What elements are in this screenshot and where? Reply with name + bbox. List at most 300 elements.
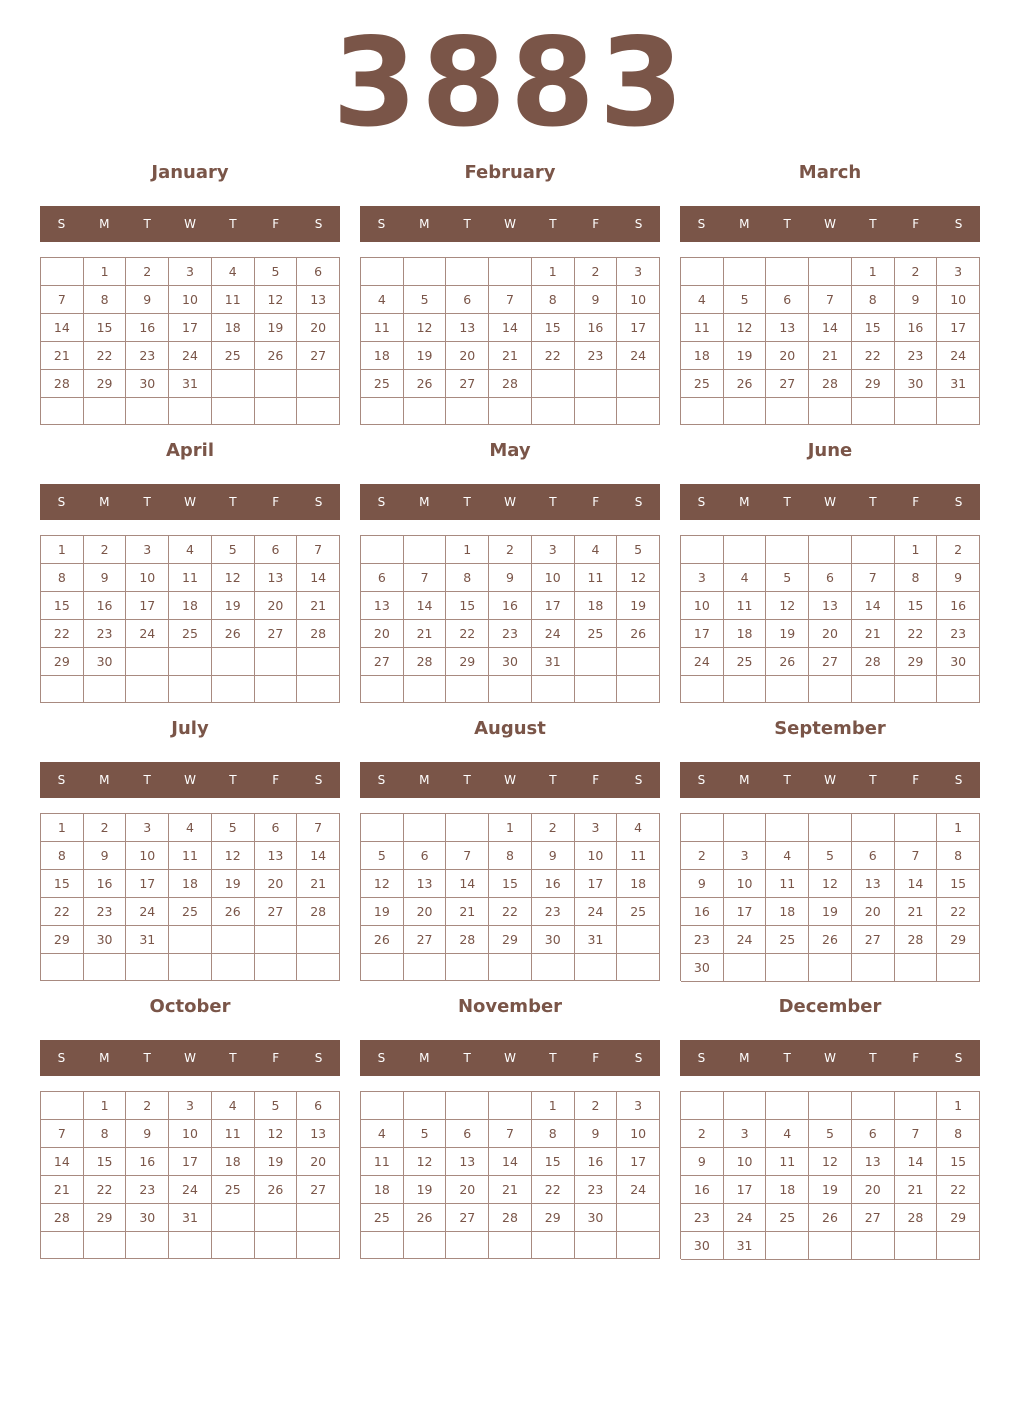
empty-cell [126, 648, 169, 676]
day-cell: 22 [41, 620, 84, 648]
day-cell: 12 [212, 842, 255, 870]
day-cell: 11 [724, 592, 767, 620]
day-cell: 12 [617, 564, 660, 592]
day-cell: 28 [404, 648, 447, 676]
empty-cell [212, 1204, 255, 1232]
day-cell: 18 [617, 870, 660, 898]
day-cell: 8 [41, 842, 84, 870]
day-cell: 7 [489, 1120, 532, 1148]
day-cell: 13 [255, 842, 298, 870]
empty-cell [169, 398, 212, 425]
day-cell: 22 [532, 1176, 575, 1204]
empty-cell [212, 926, 255, 954]
empty-cell [255, 398, 298, 425]
weekday-label: W [824, 495, 836, 509]
empty-cell [404, 536, 447, 564]
weekday-label: S [314, 1051, 323, 1065]
day-cell: 7 [895, 842, 938, 870]
day-cell: 16 [681, 898, 724, 926]
day-cell: 6 [852, 1120, 895, 1148]
day-cell: 25 [169, 898, 212, 926]
weekday-label: M [739, 217, 750, 231]
day-cell: 26 [724, 370, 767, 398]
day-cell: 8 [532, 1120, 575, 1148]
weekday-label: S [697, 495, 706, 509]
day-cell: 19 [809, 898, 852, 926]
day-cell: 2 [532, 814, 575, 842]
day-cell: 5 [361, 842, 404, 870]
day-cell: 10 [617, 286, 660, 314]
day-cell: 2 [937, 536, 980, 564]
day-cell: 26 [617, 620, 660, 648]
empty-cell [681, 1092, 724, 1120]
weekday-label: F [272, 1051, 280, 1065]
day-cell: 27 [297, 342, 340, 370]
day-cell: 4 [169, 536, 212, 564]
empty-cell [41, 954, 84, 981]
day-cell: 12 [212, 564, 255, 592]
day-cell: 1 [446, 536, 489, 564]
day-cell: 15 [532, 1148, 575, 1176]
day-cell: 20 [446, 1176, 489, 1204]
weekday-label: M [739, 773, 750, 787]
day-cell: 17 [617, 314, 660, 342]
month-title: December [778, 996, 882, 1017]
day-cell: 22 [937, 1176, 980, 1204]
day-cell: 20 [446, 342, 489, 370]
empty-cell [617, 1232, 660, 1259]
day-cell: 19 [809, 1176, 852, 1204]
weekday-label: T [783, 773, 791, 787]
empty-cell [617, 370, 660, 398]
empty-cell [41, 676, 84, 703]
day-cell: 8 [937, 1120, 980, 1148]
day-cell: 5 [255, 258, 298, 286]
day-cell: 5 [212, 536, 255, 564]
day-cell: 8 [446, 564, 489, 592]
day-cell: 11 [681, 314, 724, 342]
day-cell: 21 [404, 620, 447, 648]
day-cell: 1 [84, 1092, 127, 1120]
day-cell: 21 [489, 1176, 532, 1204]
weekday-label: T [463, 773, 471, 787]
day-cell: 24 [126, 898, 169, 926]
empty-cell [766, 676, 809, 703]
empty-cell [297, 398, 340, 425]
day-cell: 20 [361, 620, 404, 648]
month-title: September [774, 718, 886, 739]
day-cell: 12 [255, 286, 298, 314]
weekday-label: T [143, 217, 151, 231]
day-cell: 1 [852, 258, 895, 286]
day-cell: 15 [937, 870, 980, 898]
day-cell: 4 [724, 564, 767, 592]
day-cell: 26 [766, 648, 809, 676]
day-cell: 18 [169, 592, 212, 620]
empty-cell [681, 536, 724, 564]
day-cell: 13 [852, 870, 895, 898]
empty-cell [212, 648, 255, 676]
day-cell: 27 [446, 370, 489, 398]
weekday-header [680, 484, 980, 520]
day-cell: 24 [532, 620, 575, 648]
day-cell: 24 [681, 648, 724, 676]
day-cell: 23 [84, 898, 127, 926]
day-cell: 11 [169, 842, 212, 870]
empty-cell [212, 954, 255, 981]
weekday-label: M [419, 495, 430, 509]
day-cell: 9 [84, 842, 127, 870]
day-cell: 16 [489, 592, 532, 620]
empty-cell [255, 676, 298, 703]
day-cell: 6 [404, 842, 447, 870]
day-cell: 8 [41, 564, 84, 592]
day-cell: 22 [84, 342, 127, 370]
day-cell: 23 [126, 1176, 169, 1204]
empty-cell [617, 926, 660, 954]
day-cell: 30 [84, 648, 127, 676]
day-grid [40, 257, 340, 425]
weekday-label: S [314, 773, 323, 787]
empty-cell [575, 676, 618, 703]
day-cell: 9 [126, 1120, 169, 1148]
empty-cell [617, 954, 660, 981]
empty-cell [404, 1232, 447, 1259]
day-cell: 17 [126, 592, 169, 620]
day-cell: 22 [895, 620, 938, 648]
day-cell: 11 [766, 870, 809, 898]
empty-cell [532, 398, 575, 425]
empty-cell [446, 954, 489, 981]
weekday-label: F [912, 217, 920, 231]
day-cell: 2 [126, 258, 169, 286]
empty-cell [895, 676, 938, 703]
day-cell: 24 [126, 620, 169, 648]
day-cell: 17 [575, 870, 618, 898]
weekday-label: W [504, 495, 516, 509]
day-cell: 3 [617, 258, 660, 286]
day-cell: 21 [852, 620, 895, 648]
day-cell: 6 [297, 258, 340, 286]
month-title: February [464, 162, 556, 183]
empty-cell [297, 648, 340, 676]
empty-cell [852, 398, 895, 425]
day-cell: 22 [937, 898, 980, 926]
day-grid [680, 813, 980, 981]
weekday-label: T [783, 495, 791, 509]
day-cell: 26 [255, 1176, 298, 1204]
empty-cell [724, 1092, 767, 1120]
day-cell: 15 [895, 592, 938, 620]
empty-cell [724, 954, 767, 982]
day-cell: 8 [532, 286, 575, 314]
weekday-label: S [634, 1051, 643, 1065]
weekday-label: F [592, 773, 600, 787]
day-cell: 15 [84, 1148, 127, 1176]
day-cell: 17 [126, 870, 169, 898]
day-cell: 7 [404, 564, 447, 592]
day-cell: 28 [41, 370, 84, 398]
day-cell: 25 [212, 342, 255, 370]
empty-cell [404, 398, 447, 425]
weekday-label: T [143, 1051, 151, 1065]
empty-cell [575, 398, 618, 425]
empty-cell [852, 536, 895, 564]
day-cell: 12 [809, 870, 852, 898]
empty-cell [575, 370, 618, 398]
day-cell: 10 [681, 592, 724, 620]
empty-cell [84, 398, 127, 425]
day-cell: 23 [532, 898, 575, 926]
day-cell: 22 [532, 342, 575, 370]
weekday-header [360, 484, 660, 520]
empty-cell [532, 370, 575, 398]
empty-cell [169, 1232, 212, 1259]
day-cell: 13 [446, 1148, 489, 1176]
weekday-label: T [869, 217, 877, 231]
weekday-label: M [739, 495, 750, 509]
day-cell: 13 [766, 314, 809, 342]
day-cell: 13 [255, 564, 298, 592]
day-grid [40, 535, 340, 703]
day-cell: 18 [361, 1176, 404, 1204]
weekday-label: F [912, 773, 920, 787]
empty-cell [446, 258, 489, 286]
weekday-label: S [634, 217, 643, 231]
day-cell: 3 [724, 842, 767, 870]
weekday-label: W [824, 217, 836, 231]
day-cell: 2 [489, 536, 532, 564]
day-cell: 26 [809, 1204, 852, 1232]
day-cell: 6 [361, 564, 404, 592]
empty-cell [404, 814, 447, 842]
day-cell: 25 [617, 898, 660, 926]
empty-cell [766, 1232, 809, 1260]
day-cell: 13 [361, 592, 404, 620]
day-cell: 14 [41, 1148, 84, 1176]
empty-cell [489, 1092, 532, 1120]
day-cell: 20 [852, 1176, 895, 1204]
day-cell: 25 [575, 620, 618, 648]
day-cell: 20 [809, 620, 852, 648]
day-cell: 14 [404, 592, 447, 620]
day-cell: 3 [126, 536, 169, 564]
empty-cell [41, 258, 84, 286]
empty-cell [766, 258, 809, 286]
empty-cell [212, 676, 255, 703]
day-cell: 5 [809, 842, 852, 870]
empty-cell [937, 398, 980, 425]
weekday-label: M [99, 773, 110, 787]
day-cell: 24 [169, 342, 212, 370]
day-cell: 18 [212, 314, 255, 342]
day-cell: 25 [766, 926, 809, 954]
day-cell: 2 [575, 258, 618, 286]
day-cell: 25 [681, 370, 724, 398]
day-cell: 26 [404, 370, 447, 398]
weekday-label: T [229, 495, 237, 509]
day-cell: 9 [84, 564, 127, 592]
empty-cell [766, 1092, 809, 1120]
day-cell: 31 [724, 1232, 767, 1260]
day-cell: 22 [489, 898, 532, 926]
empty-cell [766, 954, 809, 982]
day-cell: 30 [895, 370, 938, 398]
day-cell: 9 [681, 870, 724, 898]
day-cell: 19 [255, 1148, 298, 1176]
weekday-label: T [549, 217, 557, 231]
day-cell: 29 [937, 1204, 980, 1232]
day-cell: 26 [212, 898, 255, 926]
empty-cell [126, 676, 169, 703]
day-cell: 14 [41, 314, 84, 342]
weekday-label: F [592, 1051, 600, 1065]
day-cell: 23 [575, 342, 618, 370]
day-cell: 29 [532, 1204, 575, 1232]
day-cell: 16 [126, 314, 169, 342]
day-cell: 16 [575, 314, 618, 342]
day-cell: 18 [169, 870, 212, 898]
day-cell: 10 [126, 842, 169, 870]
day-cell: 26 [809, 926, 852, 954]
day-cell: 11 [212, 286, 255, 314]
day-cell: 1 [489, 814, 532, 842]
empty-cell [41, 1232, 84, 1259]
empty-cell [212, 398, 255, 425]
day-cell: 1 [895, 536, 938, 564]
weekday-label: S [954, 1051, 963, 1065]
empty-cell [809, 398, 852, 425]
month-title: March [798, 162, 862, 183]
day-cell: 25 [169, 620, 212, 648]
day-cell: 20 [297, 1148, 340, 1176]
empty-cell [297, 926, 340, 954]
weekday-label: M [739, 1051, 750, 1065]
empty-cell [809, 954, 852, 982]
day-cell: 21 [297, 870, 340, 898]
day-cell: 13 [852, 1148, 895, 1176]
month-title: October [149, 996, 231, 1017]
day-cell: 10 [126, 564, 169, 592]
weekday-label: F [592, 495, 600, 509]
day-cell: 9 [681, 1148, 724, 1176]
day-cell: 4 [361, 1120, 404, 1148]
day-cell: 22 [84, 1176, 127, 1204]
day-cell: 12 [766, 592, 809, 620]
weekday-header [680, 762, 980, 798]
month-title: August [474, 718, 546, 739]
day-cell: 18 [766, 1176, 809, 1204]
day-cell: 5 [809, 1120, 852, 1148]
empty-cell [852, 814, 895, 842]
empty-cell [404, 1092, 447, 1120]
day-cell: 28 [297, 620, 340, 648]
day-cell: 5 [255, 1092, 298, 1120]
empty-cell [446, 814, 489, 842]
day-cell: 15 [84, 314, 127, 342]
day-cell: 1 [84, 258, 127, 286]
day-cell: 14 [297, 842, 340, 870]
day-cell: 15 [41, 870, 84, 898]
weekday-header [40, 206, 340, 242]
day-cell: 24 [617, 1176, 660, 1204]
weekday-label: S [57, 1051, 66, 1065]
day-cell: 10 [937, 286, 980, 314]
empty-cell [404, 954, 447, 981]
empty-cell [169, 954, 212, 981]
day-cell: 7 [41, 286, 84, 314]
empty-cell [297, 954, 340, 981]
day-cell: 17 [169, 1148, 212, 1176]
day-cell: 20 [255, 592, 298, 620]
weekday-header [360, 1040, 660, 1076]
day-cell: 16 [84, 870, 127, 898]
day-cell: 19 [361, 898, 404, 926]
day-cell: 29 [84, 370, 127, 398]
day-cell: 6 [852, 842, 895, 870]
empty-cell [255, 954, 298, 981]
day-cell: 3 [724, 1120, 767, 1148]
day-cell: 4 [212, 258, 255, 286]
empty-cell [489, 676, 532, 703]
day-cell: 28 [852, 648, 895, 676]
day-cell: 11 [617, 842, 660, 870]
weekday-label: W [824, 1051, 836, 1065]
day-cell: 27 [255, 620, 298, 648]
day-cell: 3 [575, 814, 618, 842]
empty-cell [575, 1232, 618, 1259]
day-cell: 2 [681, 842, 724, 870]
day-cell: 24 [937, 342, 980, 370]
day-cell: 11 [361, 314, 404, 342]
day-cell: 5 [617, 536, 660, 564]
day-cell: 8 [852, 286, 895, 314]
day-cell: 21 [895, 1176, 938, 1204]
day-cell: 5 [724, 286, 767, 314]
day-cell: 17 [169, 314, 212, 342]
day-cell: 10 [617, 1120, 660, 1148]
day-cell: 30 [489, 648, 532, 676]
empty-cell [895, 1232, 938, 1260]
empty-cell [681, 814, 724, 842]
day-cell: 19 [724, 342, 767, 370]
day-cell: 13 [446, 314, 489, 342]
day-cell: 25 [361, 1204, 404, 1232]
day-cell: 17 [724, 1176, 767, 1204]
day-cell: 21 [41, 342, 84, 370]
day-cell: 11 [766, 1148, 809, 1176]
day-grid [40, 813, 340, 981]
empty-cell [255, 1232, 298, 1259]
empty-cell [361, 398, 404, 425]
day-cell: 31 [575, 926, 618, 954]
day-cell: 27 [404, 926, 447, 954]
day-cell: 1 [532, 258, 575, 286]
empty-cell [809, 1232, 852, 1260]
empty-cell [937, 954, 980, 982]
day-cell: 7 [297, 536, 340, 564]
empty-cell [724, 398, 767, 425]
day-cell: 27 [446, 1204, 489, 1232]
empty-cell [575, 648, 618, 676]
empty-cell [255, 1204, 298, 1232]
empty-cell [724, 814, 767, 842]
day-cell: 12 [809, 1148, 852, 1176]
empty-cell [41, 398, 84, 425]
month-title: January [151, 162, 229, 183]
day-cell: 29 [489, 926, 532, 954]
weekday-label: T [549, 495, 557, 509]
